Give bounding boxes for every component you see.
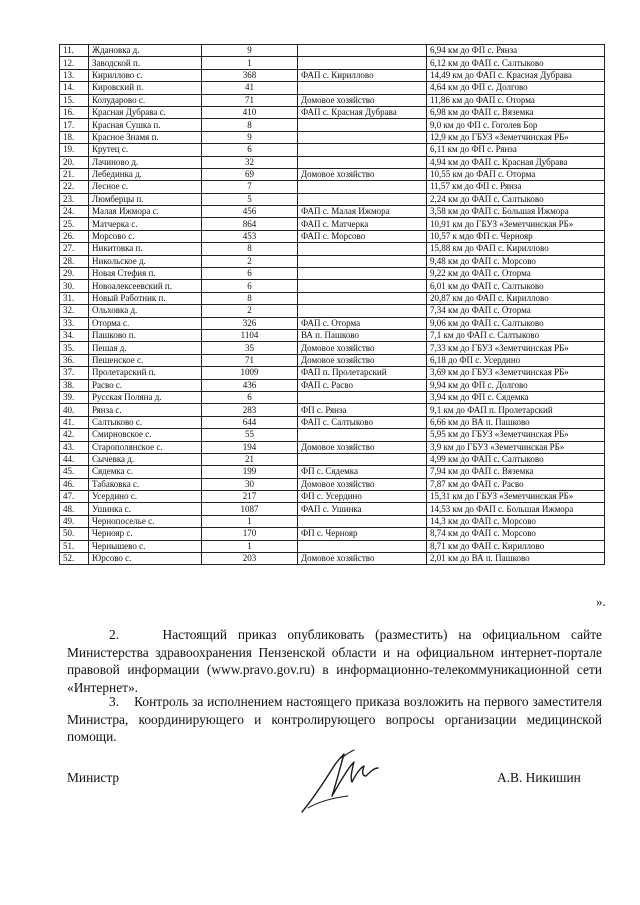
settlements-table-body [60, 45, 605, 565]
row-number-cell: 40. [60, 404, 89, 416]
population-cell: 194 [202, 441, 298, 453]
distance-to-facility-cell: 9,48 км до ФАП с. Морсово [427, 255, 605, 267]
population-cell: 6 [202, 280, 298, 292]
table-row [60, 404, 605, 416]
population-cell: 7 [202, 181, 298, 193]
distance-to-facility-cell: 8,74 км до ФАП с. Морсово [427, 528, 605, 540]
distance-to-facility-cell: 7,34 км до ФАП с. Оторма [427, 305, 605, 317]
population-cell: 453 [202, 230, 298, 242]
population-cell: 283 [202, 404, 298, 416]
settlement-name-cell: Сычевка д. [89, 453, 202, 465]
table-row [60, 528, 605, 540]
paragraph-2-text: Настоящий приказ опубликовать (разместить) на официальном сайте Министерства здравоохранения Пензенской области и на официальном интернет-портале правовой информации (www.pravo.gov.ru) в информационно-телекоммуникационной сети «Интернет». [67, 627, 602, 695]
table-row [60, 156, 605, 168]
signatory-name: А.В. Никишин [497, 770, 581, 785]
settlement-name-cell: Рянза с. [89, 404, 202, 416]
distance-to-facility-cell: 7,33 км до ГБУЗ «Земетчинская РБ» [427, 342, 605, 354]
population-cell: 1 [202, 540, 298, 552]
medical-facility-cell [298, 243, 427, 255]
distance-to-facility-cell: 5,95 км до ГБУЗ «Земетчинская РБ» [427, 429, 605, 441]
row-number-cell: 33. [60, 317, 89, 329]
distance-to-facility-cell: 8,71 км до ФАП с. Кириллово [427, 540, 605, 552]
medical-facility-cell: ФП с. Чернояр [298, 528, 427, 540]
medical-facility-cell [298, 156, 427, 168]
settlement-name-cell: Смирновское с. [89, 429, 202, 441]
settlement-name-cell: Малая Ижмора с. [89, 206, 202, 218]
medical-facility-cell [298, 255, 427, 267]
signatory-title: Министр [67, 770, 120, 785]
medical-facility-cell [298, 82, 427, 94]
medical-facility-cell: Домовое хозяйство [298, 168, 427, 180]
settlement-name-cell: Старополянское с. [89, 441, 202, 453]
settlement-name-cell: Пешенское с. [89, 354, 202, 366]
table-row [60, 379, 605, 391]
table-row [60, 342, 605, 354]
distance-to-facility-cell: 15,88 км до ФАП с. Кириллово [427, 243, 605, 255]
settlement-name-cell: Усердино с. [89, 491, 202, 503]
distance-to-facility-cell: 6,94 км до ФП с. Рянза [427, 45, 605, 57]
row-number-cell: 34. [60, 329, 89, 341]
row-number-cell: 43. [60, 441, 89, 453]
medical-facility-cell: Домовое хозяйство [298, 94, 427, 106]
population-cell: 1087 [202, 503, 298, 515]
settlement-name-cell: Красная Дубрава с. [89, 106, 202, 118]
medical-facility-cell: Домовое хозяйство [298, 354, 427, 366]
medical-facility-cell [298, 181, 427, 193]
table-row [60, 268, 605, 280]
population-cell: 217 [202, 491, 298, 503]
population-cell: 410 [202, 106, 298, 118]
medical-facility-cell [298, 193, 427, 205]
table-row [60, 305, 605, 317]
row-number-cell: 20. [60, 156, 89, 168]
settlement-name-cell: Ушинка с. [89, 503, 202, 515]
settlement-name-cell: Красная Сушка п. [89, 119, 202, 131]
row-number-cell: 21. [60, 168, 89, 180]
population-cell: 71 [202, 94, 298, 106]
table-row [60, 144, 605, 156]
settlement-name-cell: Расво с. [89, 379, 202, 391]
distance-to-facility-cell: 15,31 км до ГБУЗ «Земетчинская РБ» [427, 491, 605, 503]
table-row [60, 243, 605, 255]
handwritten-signature [298, 738, 388, 818]
population-cell: 864 [202, 218, 298, 230]
distance-to-facility-cell: 6,98 км до ФАП с. Вяземка [427, 106, 605, 118]
distance-to-facility-cell: 4,99 км до ФАП с. Салтыково [427, 453, 605, 465]
distance-to-facility-cell: 20,87 км до ФАП с. Кириллово [427, 292, 605, 304]
distance-to-facility-cell: 9,0 км до ФП с. Гоголев Бор [427, 119, 605, 131]
distance-to-facility-cell: 4,64 км до ФП с. Долгово [427, 82, 605, 94]
row-number-cell: 14. [60, 82, 89, 94]
table-row [60, 478, 605, 490]
row-number-cell: 24. [60, 206, 89, 218]
settlement-name-cell: Оторма с. [89, 317, 202, 329]
population-cell: 30 [202, 478, 298, 490]
population-cell: 6 [202, 144, 298, 156]
settlement-name-cell: Никитовка п. [89, 243, 202, 255]
distance-to-facility-cell: 6,66 км до ВА п. Пашково [427, 416, 605, 428]
row-number-cell: 19. [60, 144, 89, 156]
medical-facility-cell [298, 515, 427, 527]
settlement-name-cell: Новая Стефия п. [89, 268, 202, 280]
paragraph-3-text: Контроль за исполнением настоящего приказа возложить на первого заместителя Министра, координирующего и контролирующего вопросы организации медицинской помощи. [67, 694, 602, 744]
table-row [60, 57, 605, 69]
table-row [60, 367, 605, 379]
settlements-table [59, 44, 605, 565]
settlement-name-cell: Крутец с. [89, 144, 202, 156]
medical-facility-cell: ФАП п. Пролетарский [298, 367, 427, 379]
row-number-cell: 12. [60, 57, 89, 69]
medical-facility-cell: ФАП с. Салтыково [298, 416, 427, 428]
settlement-name-cell: Кировский п. [89, 82, 202, 94]
distance-to-facility-cell: 3,94 км до ФП с. Сядемка [427, 391, 605, 403]
distance-to-facility-cell: 11,57 км до ФП с. Рянза [427, 181, 605, 193]
medical-facility-cell: ФАП с. Оторма [298, 317, 427, 329]
settlement-name-cell: Люмберцы п. [89, 193, 202, 205]
population-cell: 35 [202, 342, 298, 354]
medical-facility-cell [298, 292, 427, 304]
settlement-name-cell: Русская Поляна д. [89, 391, 202, 403]
medical-facility-cell [298, 540, 427, 552]
table-row [60, 45, 605, 57]
settlement-name-cell: Ждановка д. [89, 45, 202, 57]
table-row [60, 69, 605, 81]
row-number-cell: 39. [60, 391, 89, 403]
medical-facility-cell: Домовое хозяйство [298, 478, 427, 490]
row-number-cell: 27. [60, 243, 89, 255]
settlement-name-cell: Новый Работник п. [89, 292, 202, 304]
population-cell: 199 [202, 466, 298, 478]
distance-to-facility-cell: 9,06 км до ФАП с. Салтыково [427, 317, 605, 329]
row-number-cell: 45. [60, 466, 89, 478]
settlement-name-cell: Ольховка д. [89, 305, 202, 317]
settlement-name-cell: Юрсово с. [89, 553, 202, 565]
medical-facility-cell [298, 144, 427, 156]
distance-to-facility-cell: 12,9 км до ГБУЗ «Земетчинская РБ» [427, 131, 605, 143]
medical-facility-cell [298, 305, 427, 317]
population-cell: 6 [202, 268, 298, 280]
population-cell: 1 [202, 515, 298, 527]
table-row [60, 131, 605, 143]
row-number-cell: 29. [60, 268, 89, 280]
population-cell: 1009 [202, 367, 298, 379]
population-cell: 55 [202, 429, 298, 441]
medical-facility-cell [298, 280, 427, 292]
paragraph-2-number: 2. [109, 627, 120, 642]
row-number-cell: 22. [60, 181, 89, 193]
population-cell: 2 [202, 305, 298, 317]
table-row [60, 82, 605, 94]
row-number-cell: 44. [60, 453, 89, 465]
population-cell: 170 [202, 528, 298, 540]
distance-to-facility-cell: 9,1 км до ФАП п. Пролетарский [427, 404, 605, 416]
table-row [60, 280, 605, 292]
table-row [60, 193, 605, 205]
medical-facility-cell: Домовое хозяйство [298, 342, 427, 354]
distance-to-facility-cell: 14,3 км до ФАП с. Морсово [427, 515, 605, 527]
settlement-name-cell: Новоалексеевский п. [89, 280, 202, 292]
row-number-cell: 18. [60, 131, 89, 143]
settlement-name-cell: Лачиново д. [89, 156, 202, 168]
row-number-cell: 26. [60, 230, 89, 242]
table-row [60, 416, 605, 428]
population-cell: 368 [202, 69, 298, 81]
row-number-cell: 49. [60, 515, 89, 527]
row-number-cell: 17. [60, 119, 89, 131]
population-cell: 1 [202, 57, 298, 69]
settlement-name-cell: Матчерка с. [89, 218, 202, 230]
row-number-cell: 25. [60, 218, 89, 230]
table-row [60, 429, 605, 441]
table-row [60, 391, 605, 403]
distance-to-facility-cell: 4,94 км до ФАП с. Красная Дубрава [427, 156, 605, 168]
population-cell: 456 [202, 206, 298, 218]
population-cell: 5 [202, 193, 298, 205]
table-row [60, 491, 605, 503]
medical-facility-cell [298, 453, 427, 465]
table-row [60, 317, 605, 329]
distance-to-facility-cell: 9,22 км до ФАП с. Оторма [427, 268, 605, 280]
population-cell: 8 [202, 119, 298, 131]
row-number-cell: 50. [60, 528, 89, 540]
settlement-name-cell: Чернопоселье с. [89, 515, 202, 527]
distance-to-facility-cell: 10,91 км до ГБУЗ «Земетчинская РБ» [427, 218, 605, 230]
population-cell: 326 [202, 317, 298, 329]
medical-facility-cell: ФАП с. Матчерка [298, 218, 427, 230]
distance-to-facility-cell: 9,94 км до ФП с. Долгово [427, 379, 605, 391]
distance-to-facility-cell: 6,01 км до ФАП с. Салтыково [427, 280, 605, 292]
distance-to-facility-cell: 7,87 км до ФАП с. Расво [427, 478, 605, 490]
population-cell: 436 [202, 379, 298, 391]
medical-facility-cell [298, 429, 427, 441]
distance-to-facility-cell: 3,69 км до ГБУЗ «Земетчинская РБ» [427, 367, 605, 379]
population-cell: 644 [202, 416, 298, 428]
row-number-cell: 32. [60, 305, 89, 317]
distance-to-facility-cell: 6,11 км до ФП с. Рянза [427, 144, 605, 156]
table-row [60, 441, 605, 453]
medical-facility-cell: ФАП с. Кириллово [298, 69, 427, 81]
medical-facility-cell [298, 119, 427, 131]
settlement-name-cell: Пешая д. [89, 342, 202, 354]
population-cell: 2 [202, 255, 298, 267]
settlement-name-cell: Пролетарский п. [89, 367, 202, 379]
row-number-cell: 11. [60, 45, 89, 57]
table-row [60, 181, 605, 193]
medical-facility-cell [298, 391, 427, 403]
population-cell: 8 [202, 243, 298, 255]
medical-facility-cell: ВА п. Пашково [298, 329, 427, 341]
distance-to-facility-cell: 11,86 км до ФАП с. Оторма [427, 94, 605, 106]
distance-to-facility-cell: 10,57 к мдо ФП с. Чернояр [427, 230, 605, 242]
population-cell: 41 [202, 82, 298, 94]
row-number-cell: 16. [60, 106, 89, 118]
settlement-name-cell: Салтыково с. [89, 416, 202, 428]
table-row [60, 329, 605, 341]
paragraph-2 [67, 626, 602, 696]
distance-to-facility-cell: 7,94 км до ФАП с. Вяземка [427, 466, 605, 478]
distance-to-facility-cell: 10,55 км до ФАП с. Оторма [427, 168, 605, 180]
settlement-name-cell: Чернояр с. [89, 528, 202, 540]
medical-facility-cell: Домовое хозяйство [298, 441, 427, 453]
medical-facility-cell [298, 131, 427, 143]
row-number-cell: 15. [60, 94, 89, 106]
table-row [60, 354, 605, 366]
population-cell: 9 [202, 131, 298, 143]
distance-to-facility-cell: 6,18 до ФП с. Усердино [427, 354, 605, 366]
table-row [60, 168, 605, 180]
closing-quote: ». [596, 594, 606, 609]
row-number-cell: 42. [60, 429, 89, 441]
medical-facility-cell [298, 57, 427, 69]
medical-facility-cell [298, 268, 427, 280]
table-row [60, 230, 605, 242]
settlement-name-cell: Табаковка с. [89, 478, 202, 490]
distance-to-facility-cell: 14,49 км до ФАП с. Красная Дубрава [427, 69, 605, 81]
paragraph-3-number: 3. [109, 694, 120, 709]
settlement-name-cell: Никольское д. [89, 255, 202, 267]
settlement-name-cell: Кириллово с. [89, 69, 202, 81]
table-row [60, 206, 605, 218]
distance-to-facility-cell: 3,58 км до ФАП с. Большая Ижмора [427, 206, 605, 218]
medical-facility-cell [298, 45, 427, 57]
distance-to-facility-cell: 3,9 км до ГБУЗ «Земетчинская РБ» [427, 441, 605, 453]
population-cell: 9 [202, 45, 298, 57]
settlement-name-cell: Чернышево с. [89, 540, 202, 552]
table-row [60, 540, 605, 552]
settlement-name-cell: Красное Знамя п. [89, 131, 202, 143]
table-row [60, 94, 605, 106]
row-number-cell: 52. [60, 553, 89, 565]
table-row [60, 466, 605, 478]
settlement-name-cell: Морсово с. [89, 230, 202, 242]
table-row [60, 515, 605, 527]
distance-to-facility-cell: 7,1 км до ФАП с. Салтыково [427, 329, 605, 341]
distance-to-facility-cell: 14,53 км до ФАП с. Большая Ижмора [427, 503, 605, 515]
table-row [60, 106, 605, 118]
table-row [60, 453, 605, 465]
medical-facility-cell: ФАП с. Расво [298, 379, 427, 391]
table-row [60, 218, 605, 230]
population-cell: 21 [202, 453, 298, 465]
medical-facility-cell: ФП с. Сядемка [298, 466, 427, 478]
row-number-cell: 51. [60, 540, 89, 552]
settlement-name-cell: Лебединка д. [89, 168, 202, 180]
distance-to-facility-cell: 6,12 км до ФАП с. Салтыково [427, 57, 605, 69]
row-number-cell: 30. [60, 280, 89, 292]
population-cell: 6 [202, 391, 298, 403]
settlement-name-cell: Лесное с. [89, 181, 202, 193]
population-cell: 32 [202, 156, 298, 168]
population-cell: 69 [202, 168, 298, 180]
settlement-name-cell: Пашково п. [89, 329, 202, 341]
medical-facility-cell: ФАП с. Красная Дубрава [298, 106, 427, 118]
settlement-name-cell: Колударово с. [89, 94, 202, 106]
population-cell: 71 [202, 354, 298, 366]
row-number-cell: 47. [60, 491, 89, 503]
row-number-cell: 13. [60, 69, 89, 81]
distance-to-facility-cell: 2,01 км до ВА п. Пашково [427, 553, 605, 565]
row-number-cell: 28. [60, 255, 89, 267]
medical-facility-cell: Домовое хозяйство [298, 553, 427, 565]
medical-facility-cell: ФАП с. Морсово [298, 230, 427, 242]
table-row [60, 503, 605, 515]
medical-facility-cell: ФП с. Усердино [298, 491, 427, 503]
row-number-cell: 23. [60, 193, 89, 205]
table-row [60, 292, 605, 304]
population-cell: 8 [202, 292, 298, 304]
row-number-cell: 35. [60, 342, 89, 354]
table-row [60, 553, 605, 565]
row-number-cell: 36. [60, 354, 89, 366]
settlement-name-cell: Сядемка с. [89, 466, 202, 478]
row-number-cell: 31. [60, 292, 89, 304]
population-cell: 203 [202, 553, 298, 565]
row-number-cell: 38. [60, 379, 89, 391]
row-number-cell: 46. [60, 478, 89, 490]
row-number-cell: 41. [60, 416, 89, 428]
medical-facility-cell: ФАП с. Ушинка [298, 503, 427, 515]
table-row [60, 119, 605, 131]
table-row [60, 255, 605, 267]
population-cell: 1104 [202, 329, 298, 341]
settlement-name-cell: Заводской п. [89, 57, 202, 69]
row-number-cell: 48. [60, 503, 89, 515]
distance-to-facility-cell: 2,24 км до ФАП с. Салтыково [427, 193, 605, 205]
medical-facility-cell: ФАП с. Малая Ижмора [298, 206, 427, 218]
row-number-cell: 37. [60, 367, 89, 379]
medical-facility-cell: ФП с. Рянза [298, 404, 427, 416]
